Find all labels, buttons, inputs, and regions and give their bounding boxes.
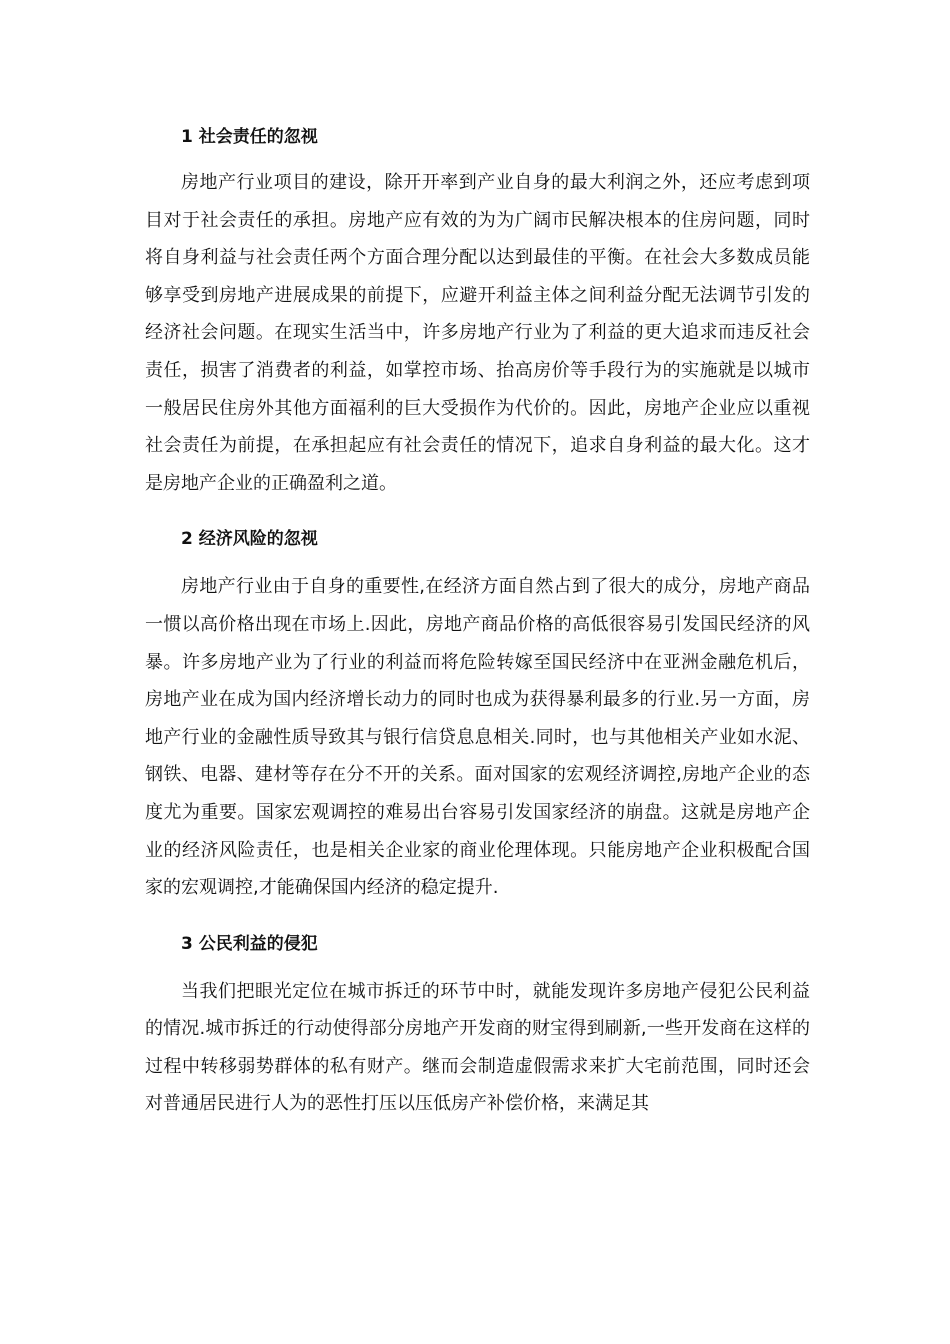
section-heading: 2 经济风险的忽视 <box>181 529 318 550</box>
document-body <box>145 118 810 1141</box>
section-economic-risk <box>145 520 810 906</box>
section-social-responsibility <box>145 118 810 502</box>
section-paragraph: 当我们把眼光定位在城市拆迁的环节中时，就能发现许多房地产侵犯公民利益的情况.城市拆迁的行动使得部分房地产开发商的财宝得到刷新,一些开发商在这样的过程中转移弱势群体的私有财产。继而会制造虚假需求来扩大宅前范围，同时还会对普通居民进行人为的恶性打压以压低房产补偿价格，来满足其 <box>145 980 810 1115</box>
section-heading: 3 公民利益的侵犯 <box>181 933 318 954</box>
section-paragraph: 房地产行业由于自身的重要性,在经济方面自然占到了很大的成分，房地产商品一惯以高价格出现在市场上.因此，房地产商品价格的高低很容易引发国民经济的风暴。许多房地产业为了行业的利益而将危险转嫁至国民经济中在亚洲金融危机后， 房地产业在成为国内经济增长动力的同时也成为获得暴利最多的行业.另一方面，房地产行业的金融性质导致其与银行信贷息息相关.同时，也与其他相关产业如水泥、钢铁、电器、建材等存在分不开的关系。面对国家的宏观经济调控,房地产企业的态度尤为重要。国家宏观调控的难易出台容易引发国家经济的崩盘。这就是房地产企业的经济风险责任，也是相关企业家的商业伦理体现。只能房地产企业积极配合国家的宏观调控,才能确保国内经济的稳定提升. <box>145 576 810 899</box>
section-paragraph: 房地产行业项目的建设，除开开率到产业自身的最大利润之外，还应考虑到项目对于社会责任的承担。房地产应有效的为为广阔市民解决根本的住房问题，同时将自身利益与社会责任两个方面合理分配以达到最佳的平衡。在社会大多数成员能够享受到房地产进展成果的前提下，应避开利益主体之间利益分配无法调节引发的经济社会问题。在现实生活当中，许多房地产行业为了利益的更大追求而违反社会责任，损害了消费者的利益，如掌控市场、抬高房价等手段行为的实施就是以城市一般居民住房外其他方面福利的巨大受损作为代价的。因此，房地产企业应以重视社会责任为前提，在承担起应有社会责任的情况下，追求自身利益的最大化。这才是房地产企业的正确盈利之道。 <box>145 172 810 494</box>
section-heading: 1 社会责任的忽视 <box>181 127 318 147</box>
section-citizen-interests <box>145 925 810 1123</box>
